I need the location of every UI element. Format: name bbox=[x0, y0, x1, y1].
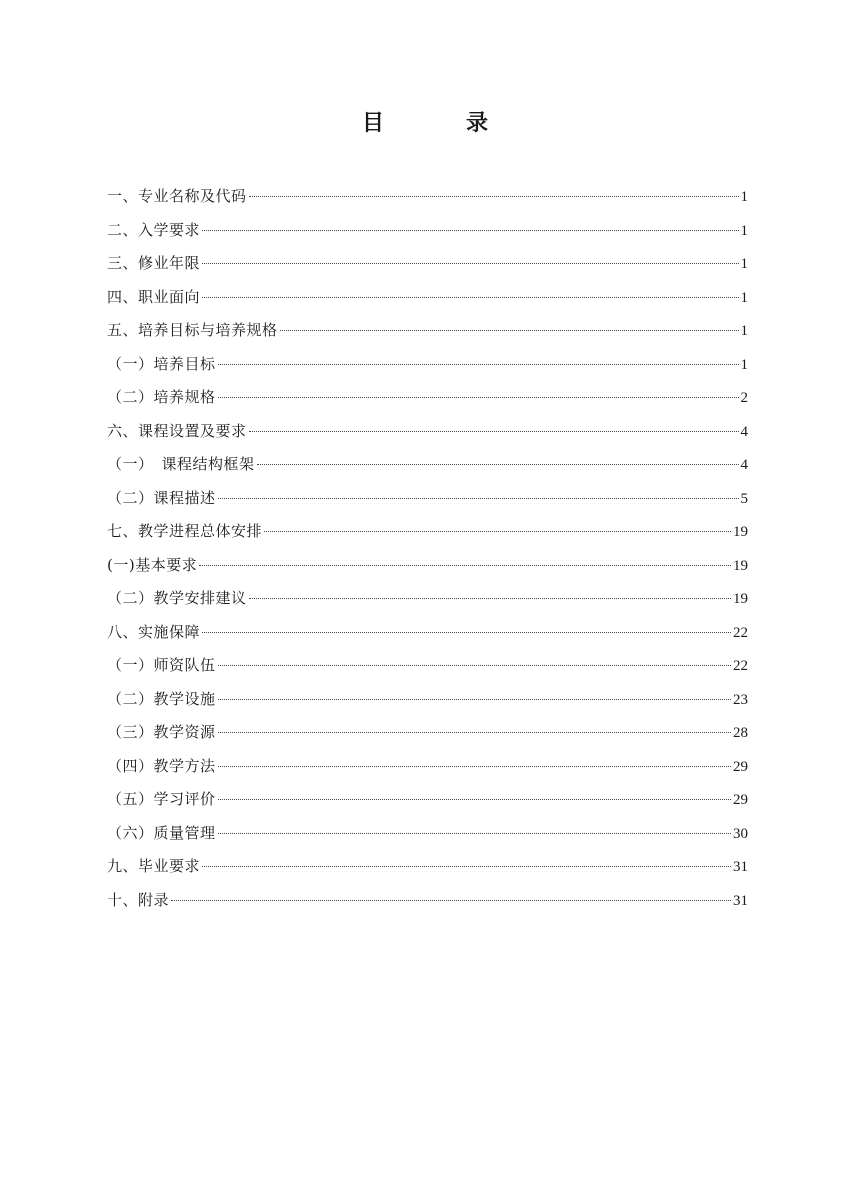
toc-entry[interactable] bbox=[107, 314, 748, 348]
toc-entry-page: 19 bbox=[733, 557, 748, 574]
toc-subentry[interactable] bbox=[107, 448, 748, 482]
toc-entry-label: （一） 课程结构框架 bbox=[107, 455, 255, 473]
toc-entry-page: 31 bbox=[733, 859, 748, 875]
table-of-contents bbox=[107, 180, 748, 917]
dot-leader bbox=[218, 731, 731, 733]
dot-leader bbox=[199, 564, 731, 566]
toc-entry-label: （三）教学资源 bbox=[107, 723, 216, 741]
dot-leader bbox=[218, 832, 731, 834]
dot-leader bbox=[249, 430, 739, 432]
toc-entry-label: 二、入学要求 bbox=[107, 220, 201, 239]
toc-subentry[interactable] bbox=[107, 582, 748, 616]
toc-entry-page: 19 bbox=[733, 524, 748, 540]
dot-leader bbox=[171, 899, 731, 901]
toc-subentry[interactable] bbox=[107, 649, 748, 683]
toc-entry-label: 六、课程设置及要求 bbox=[107, 421, 247, 440]
toc-entry-page: 1 bbox=[740, 189, 748, 205]
toc-entry-label: 一、专业名称及代码 bbox=[107, 187, 247, 205]
toc-entry-page: 29 bbox=[733, 792, 748, 808]
dot-leader bbox=[257, 463, 739, 465]
toc-entry-page: 22 bbox=[733, 658, 748, 674]
toc-entry-page: 29 bbox=[733, 758, 748, 775]
toc-subentry[interactable] bbox=[107, 348, 748, 382]
toc-entry-page: 1 bbox=[740, 289, 748, 306]
toc-entry-label: 四、职业面向 bbox=[107, 287, 201, 306]
toc-entry-page: 2 bbox=[740, 390, 748, 406]
page-title: 目 录 bbox=[361, 111, 518, 136]
dot-leader bbox=[218, 664, 731, 666]
toc-entry-page: 1 bbox=[740, 323, 748, 339]
dot-leader bbox=[280, 329, 739, 331]
toc-entry-label: （四）教学方法 bbox=[107, 756, 216, 775]
dot-leader bbox=[218, 798, 731, 800]
toc-entry-label: （一）培养目标 bbox=[107, 354, 216, 373]
toc-subentry[interactable] bbox=[107, 817, 748, 851]
toc-subentry[interactable] bbox=[107, 716, 748, 750]
toc-subentry[interactable] bbox=[107, 783, 748, 817]
toc-entry-label: （六）质量管理 bbox=[107, 823, 216, 842]
toc-entry[interactable] bbox=[107, 616, 748, 650]
toc-subentry[interactable] bbox=[107, 549, 748, 583]
toc-entry-label: 三、修业年限 bbox=[107, 254, 201, 272]
toc-entry[interactable] bbox=[107, 850, 748, 884]
dot-leader bbox=[202, 865, 731, 867]
toc-entry-page: 1 bbox=[740, 356, 748, 373]
toc-entry-label: （二）培养规格 bbox=[107, 388, 216, 406]
dot-leader bbox=[249, 195, 739, 197]
dot-leader bbox=[218, 698, 731, 700]
dot-leader bbox=[264, 530, 731, 532]
toc-entry-label: （二）课程描述 bbox=[107, 488, 216, 507]
toc-entry-page: 28 bbox=[733, 725, 748, 741]
dot-leader bbox=[202, 631, 731, 633]
toc-entry-label: （二）教学安排建议 bbox=[107, 589, 247, 607]
toc-entry-label: 五、培养目标与培养规格 bbox=[107, 321, 278, 339]
dot-leader bbox=[202, 262, 738, 264]
toc-entry-page: 31 bbox=[733, 892, 748, 909]
dot-leader bbox=[218, 363, 739, 365]
toc-entry-page: 5 bbox=[740, 490, 748, 507]
toc-entry-page: 19 bbox=[733, 591, 748, 607]
toc-entry[interactable] bbox=[107, 884, 748, 918]
toc-entry-page: 1 bbox=[740, 222, 748, 239]
toc-entry-page: 30 bbox=[733, 825, 748, 842]
toc-entry-page: 4 bbox=[740, 457, 748, 473]
dot-leader bbox=[249, 597, 731, 599]
dot-leader bbox=[218, 396, 739, 398]
dot-leader bbox=[218, 765, 731, 767]
toc-subentry[interactable] bbox=[107, 381, 748, 415]
toc-entry[interactable] bbox=[107, 281, 748, 315]
toc-entry-page: 1 bbox=[740, 256, 748, 272]
toc-entry[interactable] bbox=[107, 247, 748, 281]
toc-entry-label: 十、附录 bbox=[107, 890, 170, 909]
toc-entry-page: 4 bbox=[740, 423, 748, 440]
toc-entry-label: （一）师资队伍 bbox=[107, 656, 216, 674]
dot-leader bbox=[202, 229, 738, 231]
toc-subentry[interactable] bbox=[107, 482, 748, 516]
toc-entry-label: (一)基本要求 bbox=[107, 555, 198, 574]
dot-leader bbox=[218, 497, 739, 499]
toc-entry-page: 23 bbox=[733, 691, 748, 708]
toc-subentry[interactable] bbox=[107, 683, 748, 717]
toc-entry[interactable] bbox=[107, 515, 748, 549]
toc-entry[interactable] bbox=[107, 180, 748, 214]
dot-leader bbox=[202, 296, 738, 298]
toc-entry-label: 七、教学进程总体安排 bbox=[107, 522, 263, 540]
toc-entry-label: 九、毕业要求 bbox=[107, 857, 201, 875]
toc-entry-label: （五）学习评价 bbox=[107, 790, 216, 808]
toc-entry-page: 22 bbox=[733, 624, 748, 641]
toc-entry[interactable] bbox=[107, 415, 748, 449]
toc-subentry[interactable] bbox=[107, 750, 748, 784]
toc-entry-label: （二）教学设施 bbox=[107, 689, 216, 708]
toc-entry[interactable] bbox=[107, 214, 748, 248]
toc-entry-label: 八、实施保障 bbox=[107, 622, 201, 641]
